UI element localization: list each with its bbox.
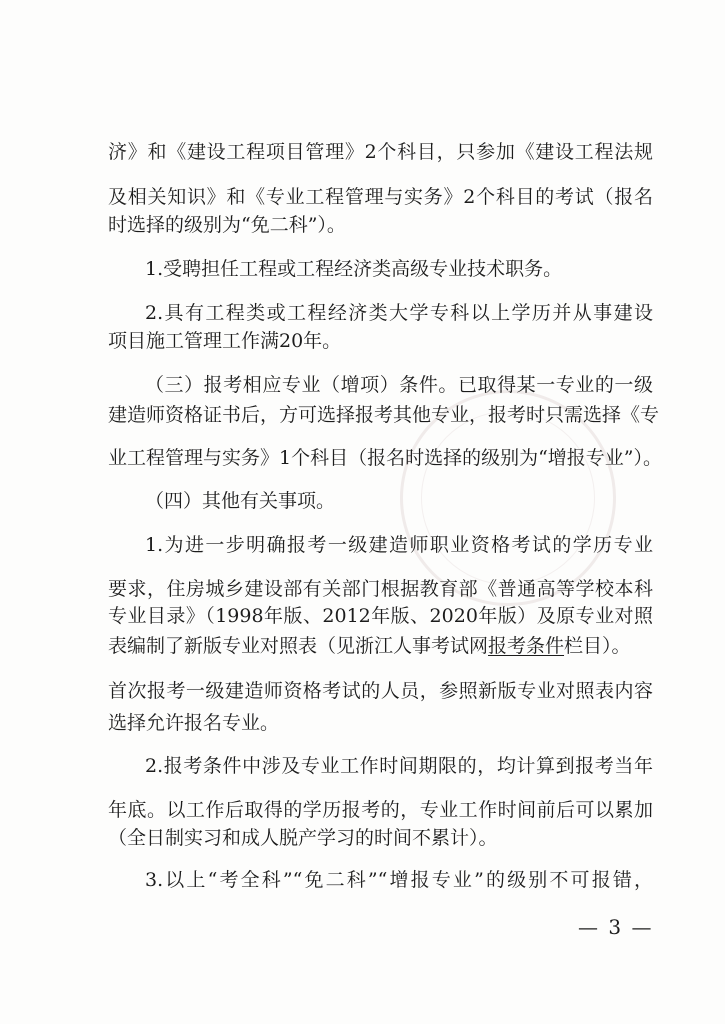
text-line: 时选择的级别为“免二科”）。: [108, 214, 346, 236]
text-line: （三）报考相应专业（增项）条件。已取得某一专业的一级: [145, 374, 653, 396]
text-segment: 表编制了新版专业对照表（见浙江人事考试网: [108, 635, 489, 657]
text-line: 要求，住房城乡建设部有关部门根据教育部《普通高等学校本科: [108, 578, 653, 600]
text-line: 选择允许报名专业。: [108, 712, 280, 734]
text-line: 建造师资格证书后，方可选择报考其他专业，报考时只需选择《专: [108, 404, 660, 426]
text-line: 1.为进一步明确报考一级建造师职业资格考试的学历专业: [145, 534, 653, 556]
text-line: 项目施工管理工作满20年。: [108, 330, 342, 352]
text-line: 1.受聘担任工程或工程经济类高级专业技术职务。: [145, 258, 563, 280]
text-line: 首次报考一级建造师资格考试的人员，参照新版专业对照表内容: [108, 680, 653, 702]
text-line: 2.具有工程类或工程经济类大学专科以上学历并从事建设: [145, 302, 653, 324]
text-line: 业工程管理与实务》1个科目（报名时选择的级别为“增报专业”）。: [108, 447, 663, 469]
text-line: 2.报考条件中涉及专业工作时间期限的，均计算到报考当年: [145, 755, 653, 777]
text-line: （全日制实习和成人脱产学习的时间不累计）。: [108, 827, 498, 849]
text-line: 及相关知识》和《专业工程管理与实务》2个科目的考试（报名: [108, 186, 653, 208]
text-line-with-link: [108, 631, 631, 658]
text-line: 年底。以工作后取得的学历报考的，专业工作时间前后可以累加: [108, 799, 653, 821]
exam-conditions-link[interactable]: 报考条件: [488, 635, 565, 657]
text-line: （四）其他有关事项。: [145, 490, 336, 512]
page-number: — 3 —: [578, 915, 654, 939]
text-line: 专业目录》（1998年版、2012年版、2020年版）及原专业对照: [108, 605, 653, 627]
text-line: 济》和《建设工程项目管理》2个科目，只参加《建设工程法规: [108, 141, 653, 163]
text-segment: 栏目）。: [564, 635, 631, 657]
text-line: 3.以上“考全科”“免二科”“增报专业”的级别不可报错，: [145, 869, 653, 891]
